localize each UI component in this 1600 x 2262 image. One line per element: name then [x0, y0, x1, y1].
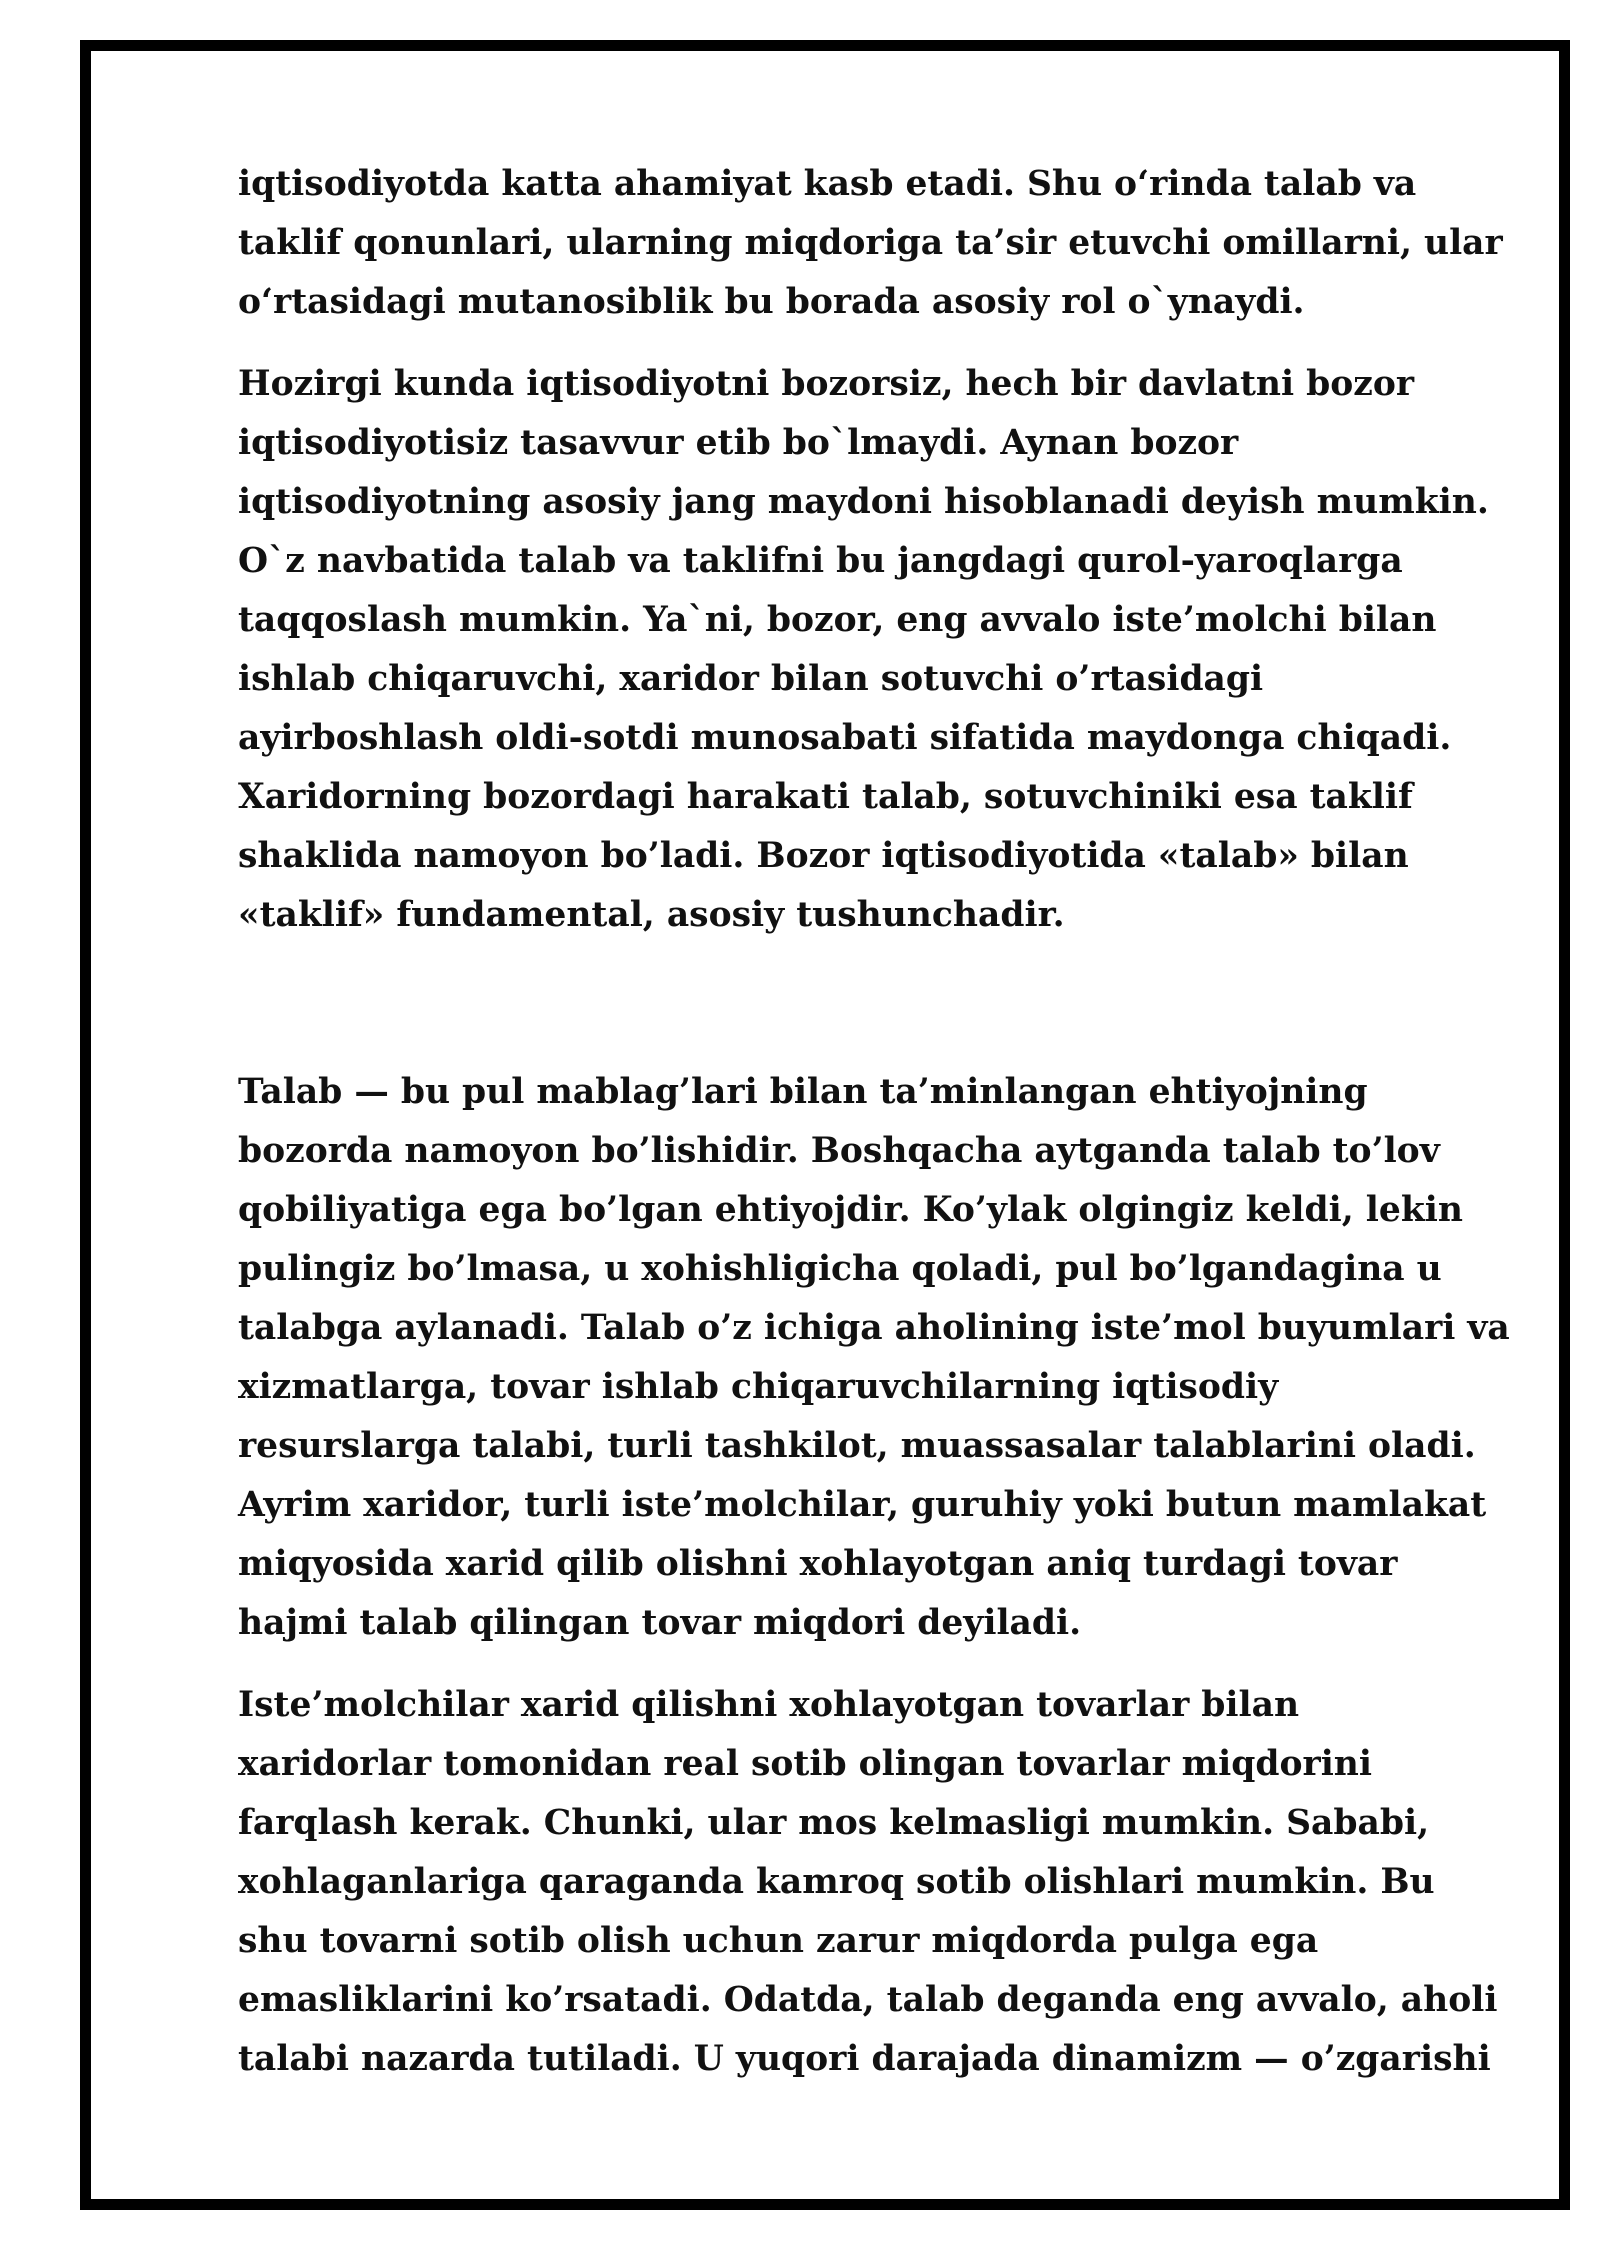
paragraph-spacer [238, 1653, 1598, 1676]
text-line: ishlab chiqaruvchi, xaridor bilan sotuvchi o’rtasidagi [238, 659, 1264, 699]
text-line: Talab — bu pul mablag’lari bilan ta’minlangan ehtiyojning [238, 1072, 1368, 1112]
text-line: emasliklarini ko’rsatadi. Odatda, talab deganda eng avvalo, aholi [238, 1980, 1498, 2020]
text-line: taklif qonunlari, ularning miqdoriga ta’sir etuvchi omillarni, ular [238, 223, 1503, 263]
text-line: bozorda namoyon bo’lishidir. Boshqacha aytganda talab to’lov [238, 1131, 1440, 1171]
paragraph-3 [238, 1063, 1598, 1653]
text-line: iqtisodiyotda katta ahamiyat kasb etadi. Shu o‘rinda talab va [238, 164, 1417, 204]
text-line: Iste’molchilar xarid qilishni xohlayotgan tovarlar bilan [238, 1685, 1300, 1725]
text-line: xizmatlarga, tovar ishlab chiqaruvchilarning iqtisodiy [238, 1367, 1279, 1407]
document-body [238, 155, 1598, 2089]
text-line: resurslarga talabi, turli tashkilot, muassasalar talablarini oladi. [238, 1426, 1476, 1466]
text-line: O`z navbatida talab va taklifni bu jangdagi qurol-yaroqlarga [238, 541, 1403, 581]
text-line: hajmi talab qilingan tovar miqdori deyiladi. [238, 1603, 1082, 1643]
text-line: talabi nazarda tutiladi. U yuqori darajada dinamizm — o’zgarishi [238, 2039, 1491, 2079]
paragraph-spacer [238, 332, 1598, 355]
text-line: Xaridorning bozordagi harakati talab, sotuvchiniki esa taklif [238, 777, 1413, 817]
text-line: taqqoslash mumkin. Ya`ni, bozor, eng avvalo iste’molchi bilan [238, 600, 1437, 640]
text-line: «taklif» fundamental, asosiy tushunchadir. [238, 895, 1065, 935]
text-line: Hozirgi kunda iqtisodiyotni bozorsiz, hech bir davlatni bozor [238, 364, 1415, 404]
text-line: xohlaganlariga qaraganda kamroq sotib olishlari mumkin. Bu [238, 1862, 1435, 1902]
text-line: iqtisodiyotning asosiy jang maydoni hisoblanadi deyish mumkin. [238, 482, 1489, 522]
text-line: Ayrim xaridor, turli iste’molchilar, guruhiy yoki butun mamlakat [238, 1485, 1487, 1525]
section-spacer [238, 945, 1598, 1063]
page-frame [80, 40, 1570, 2210]
text-line: iqtisodiyotisiz tasavvur etib bo`lmaydi. Aynan bozor [238, 423, 1239, 463]
paragraph-1 [238, 155, 1598, 332]
text-line: shu tovarni sotib olish uchun zarur miqdorda pulga ega [238, 1921, 1319, 1961]
text-line: xaridorlar tomonidan real sotib olingan tovarlar miqdorini [238, 1744, 1372, 1784]
text-line: miqyosida xarid qilib olishni xohlayotgan aniq turdagi tovar [238, 1544, 1398, 1584]
text-line: o‘rtasidagi mutanosiblik bu borada asosiy rol o`ynaydi. [238, 282, 1305, 322]
text-line: farqlash kerak. Chunki, ular mos kelmasligi mumkin. Sababi, [238, 1803, 1430, 1843]
text-line: shaklida namoyon bo’ladi. Bozor iqtisodiyotida «talab» bilan [238, 836, 1409, 876]
text-line: pulingiz bo’lmasa, u xohishligicha qoladi, pul bo’lgandagina u [238, 1249, 1442, 1289]
text-line: ayirboshlash oldi-sotdi munosabati sifatida maydonga chiqadi. [238, 718, 1452, 758]
paragraph-2 [238, 355, 1598, 945]
text-line: talabga aylanadi. Talab o’z ichiga aholining iste’mol buyumlari va [238, 1308, 1510, 1348]
text-line: qobiliyatiga ega bo’lgan ehtiyojdir. Ko’ylak olgingiz keldi, lekin [238, 1190, 1463, 1230]
paragraph-4 [238, 1676, 1598, 2089]
